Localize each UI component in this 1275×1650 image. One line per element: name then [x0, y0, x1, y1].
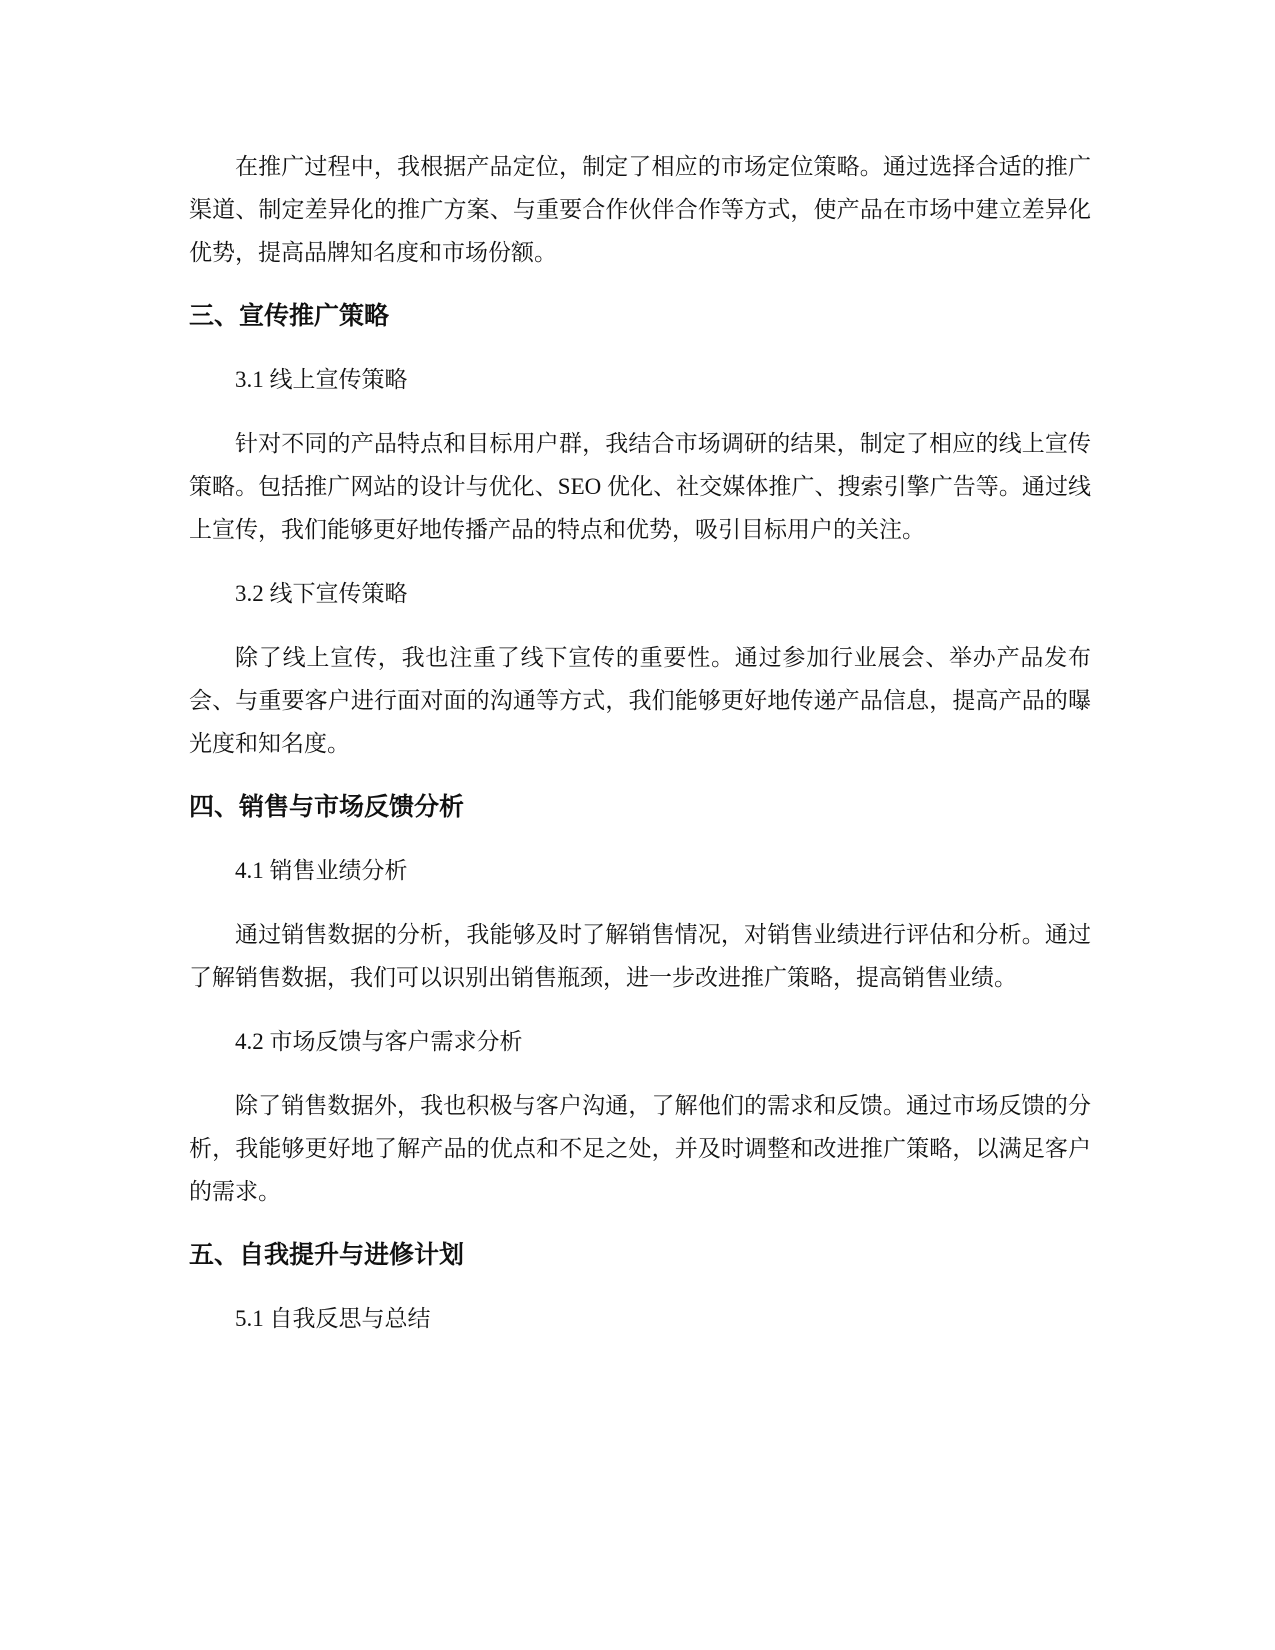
section-heading-5: 五、自我提升与进修计划 [189, 1241, 465, 1269]
subsection-heading-3-1: 3.1 线上宣传策略 [235, 367, 408, 392]
paragraph-online-promotion: 针对不同的产品特点和目标用户群，我结合市场调研的结果，制定了相应的线上宣传策略。包括推广网站的设计与优化、SEO 优化、社交媒体推广、搜索引擎广告等。通过线上宣传，我们能够更好地传播产品的特点和优势，吸引目标用户的关注。 [189, 431, 1091, 542]
paragraph-market-positioning: 在推广过程中，我根据产品定位，制定了相应的市场定位策略。通过选择合适的推广渠道、制定差异化的推广方案、与重要合作伙伴合作等方式，使产品在市场中建立差异化优势，提高品牌知名度和市场份额。 [189, 154, 1091, 265]
paragraph-sales-analysis: 通过销售数据的分析，我能够及时了解销售情况，对销售业绩进行评估和分析。通过了解销售数据，我们可以识别出销售瓶颈，进一步改进推广策略，提高销售业绩。 [189, 922, 1091, 990]
paragraph-offline-promotion: 除了线上宣传，我也注重了线下宣传的重要性。通过参加行业展会、举办产品发布会、与重要客户进行面对面的沟通等方式，我们能够更好地传递产品信息，提高产品的曝光度和知名度。 [189, 645, 1091, 756]
section-heading-4: 四、销售与市场反馈分析 [189, 793, 465, 821]
subsection-heading-4-1: 4.1 销售业绩分析 [235, 858, 408, 883]
subsection-heading-4-2: 4.2 市场反馈与客户需求分析 [235, 1029, 523, 1054]
subsection-heading-3-2: 3.2 线下宣传策略 [235, 581, 408, 606]
document-body [189, 145, 1091, 1361]
subsection-heading-5-1: 5.1 自我反思与总结 [235, 1306, 431, 1331]
section-heading-3: 三、宣传推广策略 [189, 302, 390, 330]
paragraph-market-feedback: 除了销售数据外，我也积极与客户沟通，了解他们的需求和反馈。通过市场反馈的分析，我能够更好地了解产品的优点和不足之处，并及时调整和改进推广策略，以满足客户的需求。 [189, 1093, 1091, 1204]
